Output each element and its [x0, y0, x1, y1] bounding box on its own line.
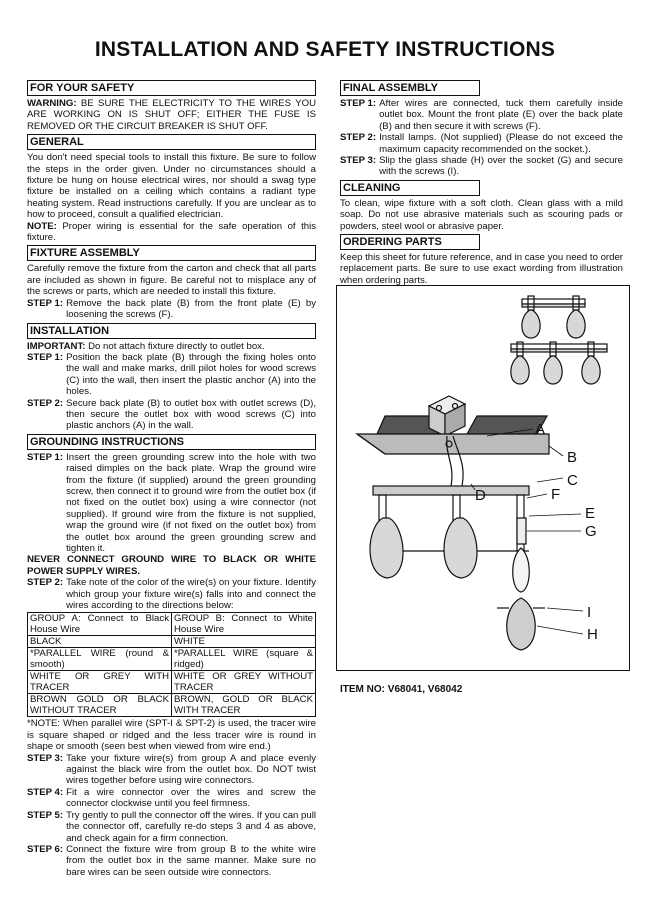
step-label: STEP 1: [27, 351, 64, 363]
table-cell: BLACK [28, 636, 172, 648]
final-step [340, 98, 623, 132]
table-cell: GROUP B: Connect to White House Wire [172, 613, 316, 636]
step-label: STEP 2: [340, 132, 377, 144]
table-row [28, 613, 316, 636]
section-heading-safety: FOR YOUR SAFETY [27, 80, 316, 96]
grounding-step [27, 577, 316, 611]
right-column [340, 78, 623, 286]
two-light-fixture-thumbnail [522, 296, 585, 338]
label-e: E [585, 505, 596, 522]
installation-important [27, 341, 316, 352]
table-row [28, 671, 316, 694]
step-label: STEP 3: [340, 155, 377, 167]
left-column [27, 78, 316, 878]
section-heading-general: GENERAL [27, 134, 316, 150]
installation-step [27, 398, 316, 432]
warning-label: WARNING: [27, 98, 77, 109]
safety-warning [27, 98, 316, 132]
grounding-step [27, 452, 316, 555]
grounding-step [27, 844, 316, 878]
mounted-shade [444, 518, 477, 578]
step-text: Secure back plate (B) to outlet box with outlet screws (D), then secure the outlet box with wood screws (C) into plastic anchors (A) in the wall. [66, 397, 316, 432]
important-text: Do not attach fixture directly to outlet box. [88, 340, 265, 352]
grounding-step [27, 810, 316, 844]
grounding-step [27, 753, 316, 787]
table-row [28, 636, 316, 648]
step-label: STEP 2: [27, 577, 64, 589]
step-text: Position the back plate (B) through the fixing holes onto the wall and make marks, drill pilot holes for wood screws (C) into the wall, then insert the plastic anchor (A) into the holes. [66, 351, 316, 398]
step-label: STEP 3: [27, 752, 64, 764]
grounding-step [27, 787, 316, 810]
table-cell: WHITE [172, 636, 316, 648]
step-text: Remove the back plate (B) from the front plate (E) by loosening the screws (F). [66, 297, 316, 321]
fixture-step [27, 298, 316, 321]
step-text: Fit a wire connector over the wires and screw the connector clockwise until you feel firmness. [66, 786, 316, 810]
ordering-text: Keep this sheet for future reference, and in case you need to order replacement parts. Be sure to use exact wording from illustration when ordering parts. [340, 252, 623, 286]
step-label: STEP 1: [27, 451, 64, 463]
label-d: D [475, 487, 486, 504]
step-label: STEP 1: [27, 297, 64, 309]
note-text: Proper wiring is essential for the safe operation of this fixture. [27, 220, 316, 244]
section-heading-installation: INSTALLATION [27, 323, 316, 339]
important-label: IMPORTANT: [27, 340, 86, 352]
mounted-shade [370, 518, 403, 578]
outlet-box [429, 396, 465, 436]
item-number: ITEM NO: V68041, V68042 [340, 684, 463, 695]
section-heading-cleaning: CLEANING [340, 180, 480, 196]
installation-step [27, 352, 316, 398]
step-text: Insert the green grounding screw into the hole with two raised dimples on the back plate. Wrap the ground wire from the fixture (if supplied) around the green grounding screw, then connect it to ground wire from the outlet box (if not fixed on the outlet box) using a wire connector (not supplied). If ground wire from the fixture is not supplied, wrap the ground wire (if not fixed on the outlet box) from the outlet box around the green grounding screw and tighten it. [66, 451, 316, 554]
socket [517, 518, 526, 544]
table-cell: *PARALLEL WIRE (round & smooth) [28, 648, 172, 671]
fixture-assembly-text: Carefully remove the fixture from the carton and check that all parts are included as shown in figure. Be careful not to misplace any of the screws or parts, which are needed to install this fixture. [27, 263, 316, 298]
step-label: STEP 6: [27, 843, 64, 855]
label-i: I [587, 604, 592, 621]
table-cell: GROUP A: Connect to Black House Wire [28, 613, 172, 636]
step-text: Take note of the color of the wire(s) on your fixture. Identify which group your fixture wire(s) falls into and connect the wires according to the directions below: [66, 577, 316, 612]
cleaning-text: To clean, wipe fixture with a soft cloth. Clean glass with a mild soap. Do not use abrasive materials such as scouring pads or powders, steel wool or abrasive paper. [340, 197, 623, 232]
fixture-exploded-view [337, 286, 629, 670]
glass-shade [507, 598, 536, 650]
table-row [28, 648, 316, 671]
step-label: STEP 5: [27, 809, 64, 821]
section-heading-final-assembly: FINAL ASSEMBLY [340, 80, 480, 96]
never-warning: NEVER CONNECT GROUND WIRE TO BLACK OR WHITE POWER SUPPLY WIRES. [27, 554, 316, 577]
general-note [27, 221, 316, 244]
general-text: You don't need special tools to install this fixture. Be sure to follow the steps in the order given. Under no circumstances should a fixture be hung on house electrical wires, nor should a swag type fixture be installed on a ceiling which contains a radiant type heating system. Read instructions carefully. If you are unclear as to how to proceed, consult a qualified electrician. [27, 152, 316, 221]
label-f: F [551, 486, 561, 503]
three-light-fixture-thumbnail [511, 342, 607, 384]
step-text: Connect the fixture wire from group B to the white wire from the outlet box in the same manner. Make sure no bare wires can be seen outside wire connectors. [66, 843, 316, 878]
table-cell: BROWN GOLD OR BLACK WITHOUT TRACER [28, 694, 172, 717]
step-label: STEP 1: [340, 98, 377, 109]
step-text: Take your fixture wire(s) from group A and place evenly against the black wire from the outlet box. Do NOT twist wires together before using wire connectors. [66, 752, 316, 787]
section-heading-grounding: GROUNDING INSTRUCTIONS [27, 434, 316, 450]
table-cell: WHITE OR GREY WITH TRACER [28, 671, 172, 694]
step-text: Try gently to pull the connector off the wires. If you can pull the connector off, carefully re-do steps 3 and 4 as above, and check again for a firm connection. [66, 809, 316, 844]
warning-text: BE SURE THE ELECTRICITY TO THE WIRES YOU ARE WORKING ON IS SHUT OFF; EITHER THE FUSE IS REMOVED OR THE CIRCUIT BREAKER IS SHUT OFF. [27, 98, 316, 132]
table-cell: WHITE OR GREY WITHOUT TRACER [172, 671, 316, 694]
step-text: After wires are connected, tuck them carefully inside outlet box. Mount the front plate (E) over the back plate (B) and then secure it with screws (F). [379, 98, 623, 132]
step-label: STEP 4: [27, 786, 64, 798]
note-label: NOTE: [27, 220, 57, 232]
section-heading-ordering-parts: ORDERING PARTS [340, 234, 480, 250]
step-text: Slip the glass shade (H) over the socket (G) and secure with the screws (I). [379, 155, 623, 178]
label-c: C [567, 472, 578, 489]
final-step [340, 155, 623, 178]
label-h: H [587, 626, 598, 643]
parallel-wire-note: *NOTE: When parallel wire (SPT-I & SPT-2) is used, the tracer wire is square shaped or ridged and the less tracer wire is round in shape or smooth (seen best when viewed from wire end.) [27, 718, 316, 753]
table-cell: *PARALLEL WIRE (square & ridged) [172, 648, 316, 671]
page-title: INSTALLATION AND SAFETY INSTRUCTIONS [94, 38, 556, 61]
label-g: G [585, 523, 597, 540]
final-step [340, 132, 623, 155]
fixture-diagram [336, 285, 630, 671]
section-heading-fixture-assembly: FIXTURE ASSEMBLY [27, 245, 316, 261]
table-row [28, 694, 316, 717]
step-text: Install lamps. (Not supplied) (Please do not exceed the maximum capacity recommended on the socket.). [379, 132, 623, 155]
label-b: B [567, 449, 578, 466]
table-cell: BROWN, GOLD OR BLACK WITH TRACER [172, 694, 316, 717]
step-label: STEP 2: [27, 397, 64, 409]
label-a: A [535, 421, 546, 438]
bulb [513, 548, 530, 592]
wire-group-table [27, 612, 316, 717]
